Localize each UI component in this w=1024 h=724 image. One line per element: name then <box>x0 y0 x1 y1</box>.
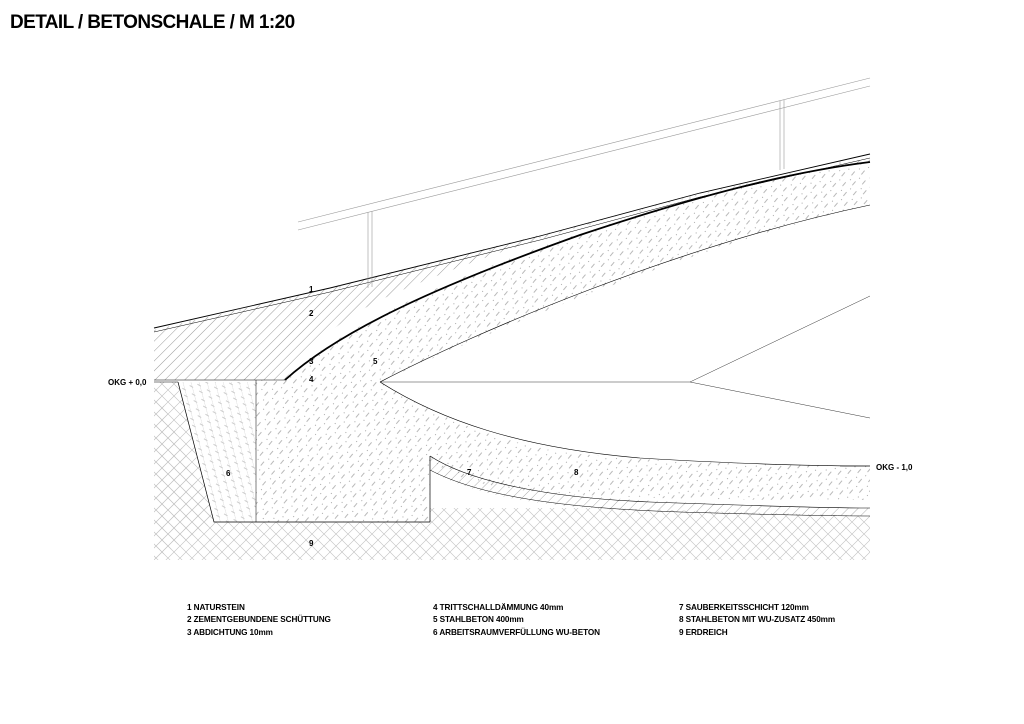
tag-5: 5 <box>373 357 378 366</box>
legend-item: 2 ZEMENTGEBUNDENE SCHÜTTUNG <box>187 615 331 625</box>
level-lower-label: OKG - 1,0 <box>876 463 913 472</box>
legend-item: 5 STAHLBETON 400mm <box>433 615 524 625</box>
tag-8: 8 <box>574 468 579 477</box>
tag-2: 2 <box>309 309 314 318</box>
tag-3: 3 <box>309 357 314 366</box>
legend-column-3 <box>679 602 835 639</box>
legend-column-1 <box>187 602 331 639</box>
legend-item: 7 SAUBERKEITSSCHICHT 120mm <box>679 603 809 612</box>
tag-7: 7 <box>467 468 472 477</box>
legend-item: 3 ABDICHTUNG 10mm <box>187 627 273 637</box>
legend-item: 9 ERDREICH <box>679 627 728 637</box>
legend-item: 1 NATURSTEIN <box>187 603 245 612</box>
legend-column-2 <box>433 602 600 639</box>
concrete-shell <box>256 162 870 522</box>
legend-item: 6 ARBEITSRAUMVERFÜLLUNG WU-BETON <box>433 627 600 637</box>
tag-6: 6 <box>226 469 231 478</box>
level-upper-label: OKG + 0,0 <box>108 378 147 387</box>
drawing-title: DETAIL / BETONSCHALE / M 1:20 <box>10 12 295 33</box>
tag-4: 4 <box>309 375 314 384</box>
legend-item: 8 STAHLBETON MIT WU-ZUSATZ 450mm <box>679 615 836 625</box>
legend-item: 4 TRITTSCHALLDÄMMUNG 40mm <box>433 603 564 612</box>
material-legend <box>0 602 1024 652</box>
tag-9: 9 <box>309 539 314 548</box>
tag-1: 1 <box>309 285 314 294</box>
